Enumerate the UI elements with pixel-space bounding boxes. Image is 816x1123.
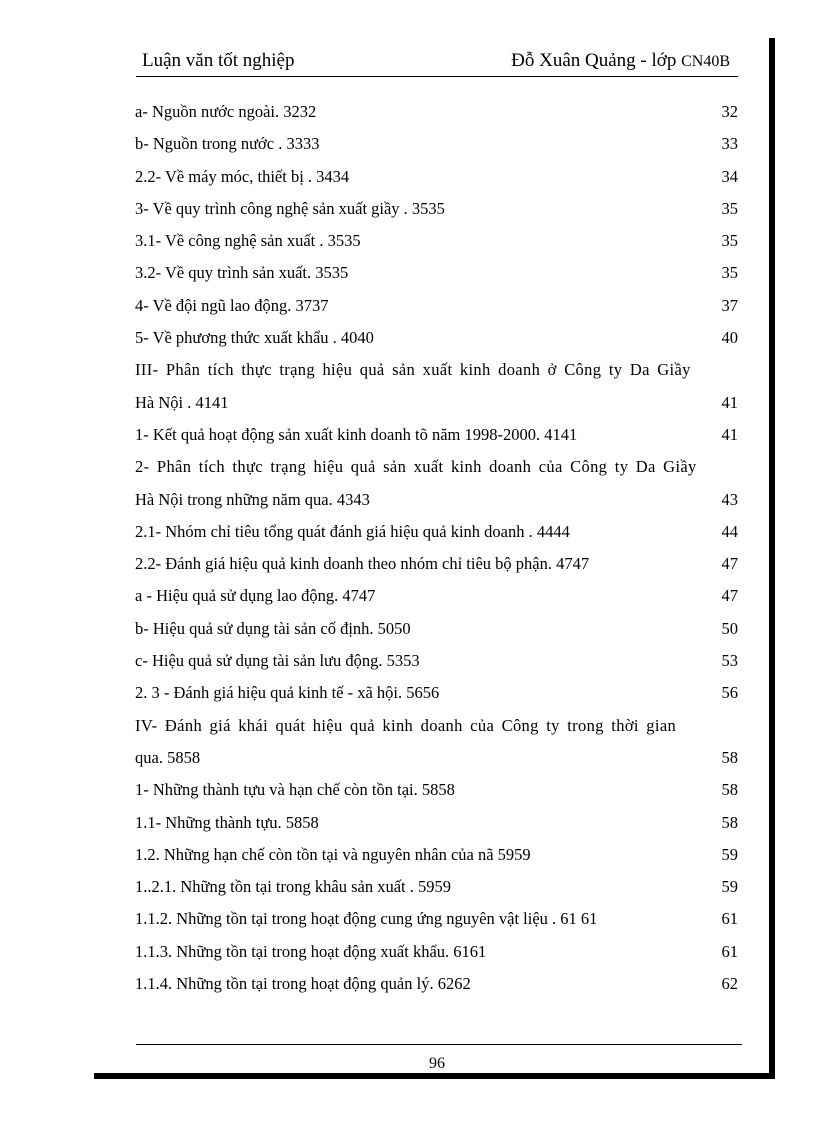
- toc-entry: [135, 516, 738, 548]
- toc-entry-page: 58: [721, 747, 738, 767]
- toc-entry: [135, 936, 738, 968]
- author-line: [511, 50, 730, 72]
- toc-entry: [135, 290, 738, 322]
- toc-entry: [135, 645, 738, 677]
- toc-entry: [135, 451, 738, 483]
- toc-entry-text: 2.1- Nhóm chỉ tiêu tổng quát đánh giá hiệu quả kinh doanh . 4444: [135, 521, 570, 541]
- toc-entry-text: 3.2- Về quy trình sản xuất. 3535: [135, 263, 349, 283]
- toc-entry: [135, 710, 738, 742]
- toc-entry-page: 58: [721, 780, 738, 800]
- toc-entry-page: 34: [721, 166, 738, 186]
- toc-entry-page: 32: [721, 102, 738, 121]
- toc-entry-text: a - Hiệu quả sử dụng lao động. 4747: [135, 586, 376, 606]
- toc-entry-text: a- Nguồn nước ngoài. 3232: [135, 102, 317, 121]
- toc-entry: [135, 968, 738, 1000]
- toc-entry-page: 43: [721, 489, 738, 509]
- toc-entry-text: 1.2. Những hạn chế còn tồn tại và nguyên nhân của nã 5959: [135, 844, 531, 864]
- class-code: CN40B: [681, 53, 730, 70]
- toc-entry: [135, 193, 738, 225]
- toc-entry-page: 58: [721, 812, 738, 832]
- toc-entry: [135, 419, 738, 451]
- toc-entry-page: 41: [721, 392, 738, 412]
- toc-entry: [135, 225, 738, 257]
- toc-entry-page: 47: [721, 554, 738, 574]
- toc-entry-text: 3.1- Về công nghệ sản xuất . 3535: [135, 231, 361, 251]
- toc-entry-text: 1- Những thành tựu và hạn chế còn tồn tại. 5858: [135, 780, 455, 800]
- toc-entry-page: 59: [721, 877, 738, 897]
- author-name: Đỗ Xuân Quảng - lớp: [511, 50, 682, 71]
- toc-entry: [135, 128, 738, 160]
- toc-entry-text: 1.1.3. Những tồn tại trong hoạt động xuất khẩu. 6161: [135, 941, 487, 961]
- toc-entry: [135, 613, 738, 645]
- toc-entry-page: 35: [721, 231, 738, 251]
- toc-entry-text: b- Hiệu quả sử dụng tài sản cố định. 5050: [135, 618, 411, 638]
- toc-entry-page: 35: [721, 263, 738, 283]
- toc-entry: [135, 161, 738, 193]
- toc-entry-page: 47: [721, 586, 738, 606]
- thesis-title: Luận văn tốt nghiệp: [142, 50, 295, 71]
- toc-entry-text: 1- Kết quả hoạt động sản xuất kinh doanh tõ năm 1998-2000. 4141: [135, 424, 578, 444]
- toc-entry-page: 44: [721, 521, 738, 541]
- toc-entry: [135, 774, 738, 806]
- toc-entry-text: 4- Về đội ngũ lao động. 3737: [135, 295, 329, 315]
- toc-entry: [135, 839, 738, 871]
- toc-entry-page: 37: [721, 295, 738, 315]
- toc-entry-text: Hà Nội . 4141: [135, 392, 229, 412]
- toc-entry-text: 1.1.4. Những tồn tại trong hoạt động quản lý. 6262: [135, 974, 471, 994]
- toc-entry: [135, 96, 738, 128]
- toc-entry-page: 61: [721, 909, 738, 929]
- toc-entry-text: III- Phân tích thực trạng hiệu quả sản xuất kinh doanh ở Công ty Da Giầy: [135, 360, 691, 380]
- toc-entry-text: 5- Về phương thức xuất khẩu . 4040: [135, 328, 374, 348]
- toc-entry: [135, 677, 738, 709]
- toc-entry: [135, 807, 738, 839]
- toc-entry-text: 3- Về quy trình công nghệ sản xuất giầy . 3535: [135, 198, 445, 218]
- toc-entry-text: 2.2- Về máy móc, thiết bị . 3434: [135, 166, 350, 186]
- toc-entry: [135, 322, 738, 354]
- toc-entry-text: qua. 5858: [135, 747, 201, 767]
- footer-rule: [136, 1044, 742, 1045]
- toc-entry: [135, 257, 738, 289]
- toc-entry-page: 50: [721, 618, 738, 638]
- toc-entry-page: 59: [721, 844, 738, 864]
- running-header: [136, 48, 736, 78]
- toc-entry: [135, 903, 738, 935]
- toc-entry-text: 1.1.2. Những tồn tại trong hoạt động cung ứng nguyên vật liệu . 61 61: [135, 909, 598, 929]
- toc-entry-text: Hà Nội trong những năm qua. 4343: [135, 489, 370, 509]
- toc-entry: [135, 354, 738, 386]
- toc-entry-page: 35: [721, 198, 738, 218]
- toc-entry-page: 61: [721, 941, 738, 961]
- toc-entry: [135, 484, 738, 516]
- toc-entry: [135, 580, 738, 612]
- toc-entry-text: IV- Đánh giá khái quát hiệu quả kinh doanh của Công ty trong thời gian: [135, 715, 677, 735]
- header-rule: [136, 76, 738, 77]
- toc-entry-page: 53: [721, 651, 738, 671]
- toc-entry-text: 2- Phân tích thực trạng hiệu quả sản xuất kinh doanh của Công ty Da Giầy: [135, 457, 697, 477]
- toc-entry: [135, 548, 738, 580]
- toc-entry-page: 33: [721, 134, 738, 154]
- page-number: 96: [429, 1055, 445, 1072]
- toc-entry-text: 2.2- Đánh giá hiệu quả kinh doanh theo nhóm chỉ tiêu bộ phận. 4747: [135, 554, 590, 574]
- toc-entry-text: 1..2.1. Những tồn tại trong khâu sản xuất . 5959: [135, 877, 451, 897]
- toc-entry-page: 62: [721, 974, 738, 994]
- toc-entry-text: c- Hiệu quả sử dụng tài sản lưu động. 5353: [135, 651, 420, 671]
- toc-entry: [135, 387, 738, 419]
- toc-entry-text: b- Nguồn trong nước . 3333: [135, 134, 320, 154]
- toc-entry-page: 56: [721, 683, 738, 703]
- table-of-contents: [135, 96, 738, 1000]
- toc-entry-text: 1.1- Những thành tựu. 5858: [135, 812, 319, 832]
- toc-entry: [135, 742, 738, 774]
- toc-entry-page: 41: [721, 424, 738, 444]
- toc-entry-text: 2. 3 - Đánh giá hiệu quả kinh tế - xã hội. 5656: [135, 683, 440, 703]
- toc-entry-page: 40: [721, 328, 738, 348]
- toc-entry: [135, 871, 738, 903]
